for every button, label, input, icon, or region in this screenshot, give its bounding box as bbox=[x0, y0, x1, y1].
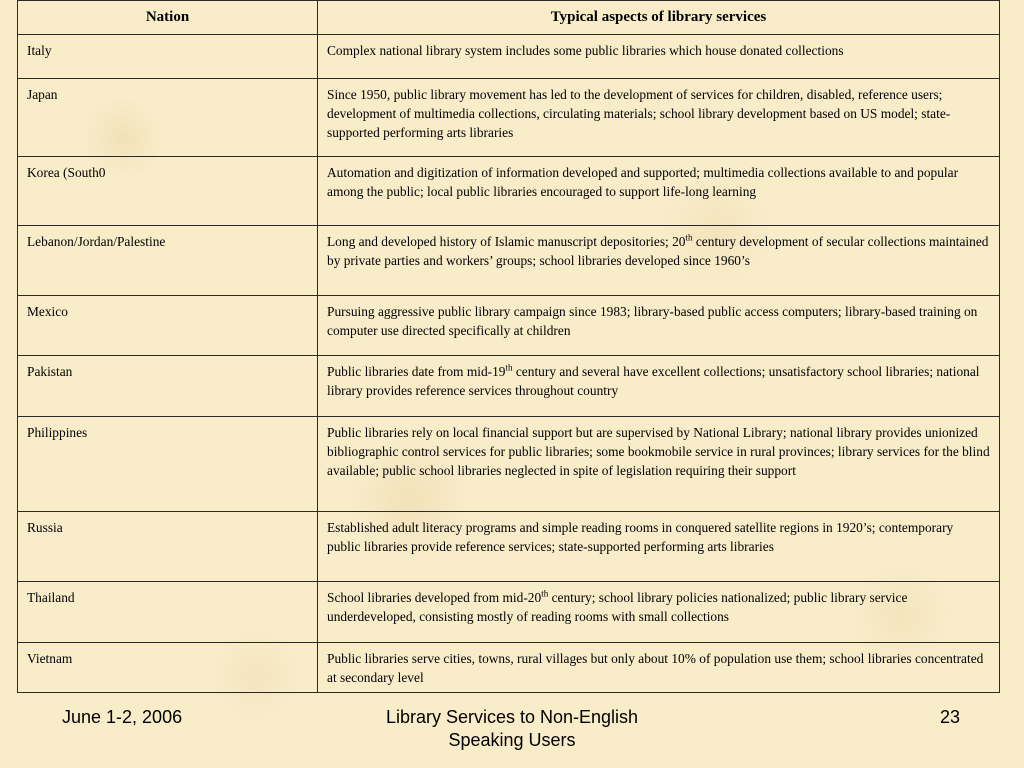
nation-cell: Thailand bbox=[18, 582, 318, 643]
nation-cell: Pakistan bbox=[18, 356, 318, 417]
aspects-cell: Pursuing aggressive public library campaign since 1983; library-based public access computers; library-based training on computer use directed specifically at children bbox=[318, 296, 1000, 356]
table-row bbox=[18, 79, 1000, 157]
table-row bbox=[18, 643, 1000, 693]
aspects-cell: Complex national library system includes some public libraries which house donated collections bbox=[318, 35, 1000, 79]
nation-cell: Russia bbox=[18, 512, 318, 582]
aspects-text-start: School libraries developed from mid-20 bbox=[327, 590, 542, 605]
footer-title-line-1: Library Services to Non-English bbox=[385, 707, 639, 727]
footer-title-line-2: Speaking Users bbox=[448, 730, 576, 750]
ordinal-suffix: th bbox=[505, 362, 513, 373]
table-row bbox=[18, 582, 1000, 643]
nation-cell: Italy bbox=[18, 35, 318, 79]
aspects-cell: Established adult literacy programs and simple reading rooms in conquered satellite regions in 1920’s; contemporary public libraries provide reference services; state-supported performing arts libraries bbox=[318, 512, 1000, 582]
aspects-text-start: Long and developed history of Islamic manuscript depositories; 20 bbox=[327, 234, 686, 249]
aspects-text-start: Public libraries date from mid-19 bbox=[327, 364, 506, 379]
table-header-row bbox=[18, 1, 1000, 35]
nation-cell: Lebanon/Jordan/Palestine bbox=[18, 226, 318, 296]
library-services-table bbox=[17, 0, 1000, 693]
ordinal-suffix: th bbox=[685, 232, 693, 243]
table-row bbox=[18, 157, 1000, 226]
footer-title bbox=[352, 706, 672, 752]
slide-number: 23 bbox=[939, 707, 961, 727]
nation-cell: Philippines bbox=[18, 417, 318, 512]
aspects-cell: Public libraries serve cities, towns, rural villages but only about 10% of population use them; school libraries concentrated at secondary level bbox=[318, 643, 1000, 693]
table-row bbox=[18, 296, 1000, 356]
aspects-cell bbox=[318, 582, 1000, 643]
table-row bbox=[18, 226, 1000, 296]
table-row bbox=[18, 35, 1000, 79]
footer-date: June 1-2, 2006 bbox=[62, 707, 183, 727]
ordinal-suffix: th bbox=[541, 588, 549, 599]
aspects-cell: Automation and digitization of information developed and supported; multimedia collections available to and popular among the public; local public libraries encouraged to support life-long learning bbox=[318, 157, 1000, 226]
aspects-text-end: century and several have excellent collections; unsatisfactory school libraries; national library provides reference services throughout country bbox=[327, 364, 980, 398]
nation-cell: Japan bbox=[18, 79, 318, 157]
table-row bbox=[18, 417, 1000, 512]
nation-column-header: Nation bbox=[18, 1, 318, 35]
nation-cell: Korea (South0 bbox=[18, 157, 318, 226]
aspects-text-end: century; school library policies nationalized; public library service underdeveloped, consisting mostly of reading rooms with small collections bbox=[327, 590, 908, 624]
aspects-text-end: century development of secular collections maintained by private parties and workers’ groups; school libraries developed since 1960’s bbox=[327, 234, 989, 268]
table-row bbox=[18, 512, 1000, 582]
aspects-cell: Since 1950, public library movement has led to the development of services for children, disabled, reference users; development of multimedia collections, circulating materials; school library development based on US model; state-supported performing arts libraries bbox=[318, 79, 1000, 157]
aspects-cell bbox=[318, 226, 1000, 296]
table-row bbox=[18, 356, 1000, 417]
aspects-column-header: Typical aspects of library services bbox=[318, 1, 1000, 35]
aspects-cell bbox=[318, 356, 1000, 417]
nation-cell: Vietnam bbox=[18, 643, 318, 693]
nation-cell: Mexico bbox=[18, 296, 318, 356]
aspects-cell: Public libraries rely on local financial support but are supervised by National Library; national library provides unionized bibliographic control services for public libraries; some bookmobile service in rural provinces; library services for the blind available; public school libraries neglected in spite of legislation requiring their support bbox=[318, 417, 1000, 512]
